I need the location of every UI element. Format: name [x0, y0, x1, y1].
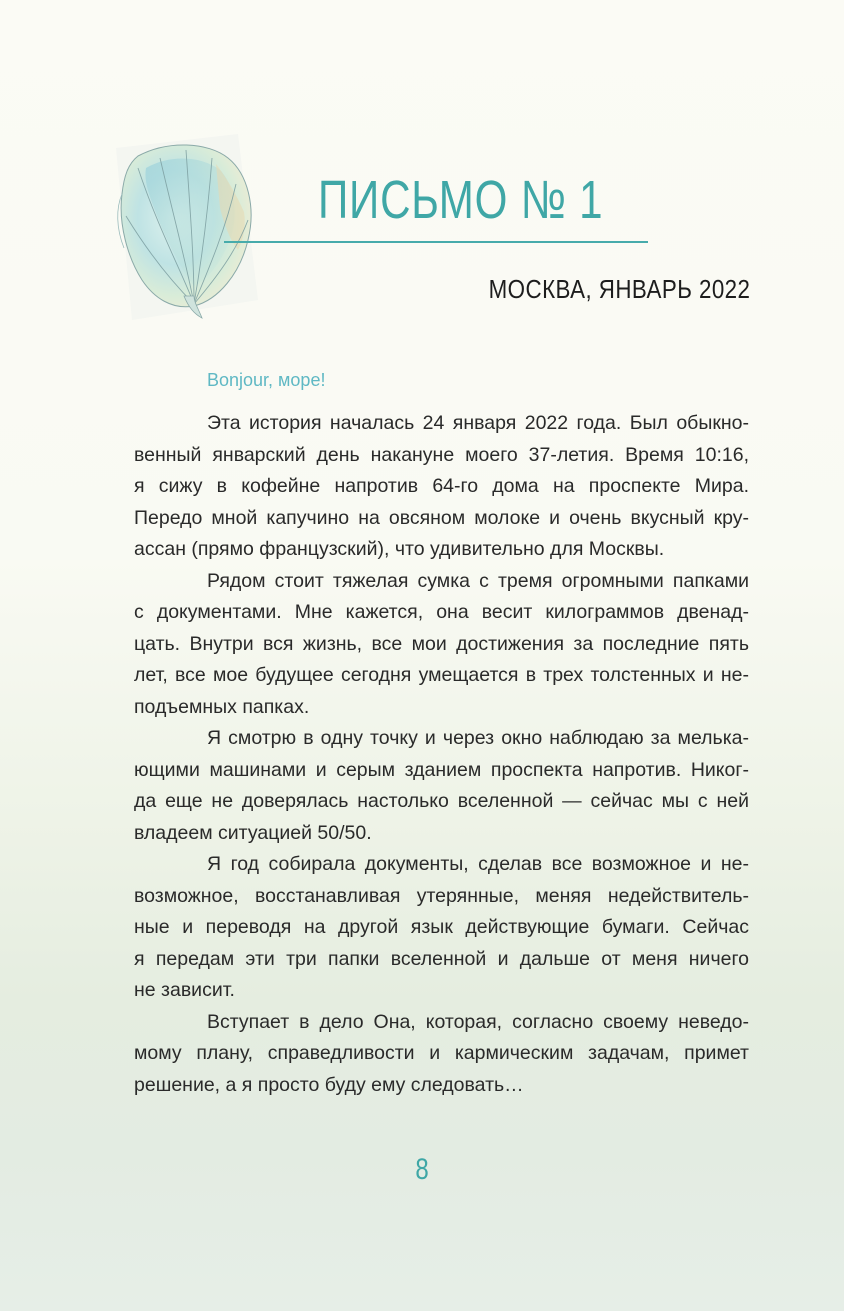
- text-line: мому плану, справедливости и кармическим задачам, примет: [134, 1042, 749, 1064]
- text-line: Я год собирала документы, сделав все возможное и не-: [207, 853, 749, 875]
- text-line: ассан (прямо французский), что удивительно для Москвы.: [134, 538, 665, 560]
- text-line: венный январский день накануне моего 37-летия. Время 10:16,: [134, 443, 749, 466]
- text-line: Рядом стоит тяжелая сумка с тремя огромными папками: [207, 569, 749, 592]
- text-line: Вступает в дело Она, которая, согласно своему неведо-: [207, 1010, 749, 1033]
- text-line: Эта история началась 24 января 2022 года. Был обыкно-: [207, 412, 749, 434]
- text-line: да еще не доверялась настолько вселенной — сейчас мы с ней: [134, 790, 749, 812]
- letter-body: [134, 408, 749, 1101]
- text-line: лет, все мое будущее сегодня умещается в трех толстенных и не-: [134, 664, 749, 686]
- text-line: возможное, восстанавливая утерянные, меняя недействитель-: [134, 884, 749, 907]
- text-line: цать. Внутри вся жизнь, все мои достижения за последние пять: [134, 632, 749, 655]
- text-line: я передам эти три папки вселенной и дальше от меня ничего: [134, 947, 749, 970]
- letter-greeting: Bonjour, море!: [207, 370, 326, 390]
- text-line: не зависит.: [134, 979, 235, 1001]
- place-date-heading: МОСКВА, ЯНВАРЬ 2022: [488, 274, 750, 304]
- page-number: 8: [415, 1153, 429, 1186]
- text-line: решение, а я просто буду ему следовать…: [134, 1073, 524, 1096]
- text-line: ные и переводя на другой язык действующие бумаги. Сейчас: [134, 916, 749, 938]
- text-line: я сижу в кофейне напротив 64-го дома на проспекте Мира.: [134, 475, 749, 497]
- text-line: ющими машинами и серым зданием проспекта напротив. Никог-: [134, 758, 749, 781]
- text-line: с документами. Мне кажется, она весит килограммов двенад-: [134, 601, 749, 623]
- text-line: владеем ситуацией 50/50.: [134, 821, 372, 844]
- text-line: Передо мной капучино на овсяном молоке и очень вкусный кру-: [134, 506, 749, 529]
- page-title: ПИСЬМО № 1: [318, 170, 604, 230]
- text-line: Я смотрю в одну точку и через окно наблюдаю за мелька-: [207, 727, 749, 749]
- title-underline: [224, 241, 648, 243]
- seashell-illustration: [98, 128, 270, 324]
- text-line: подъемных папках.: [134, 695, 310, 718]
